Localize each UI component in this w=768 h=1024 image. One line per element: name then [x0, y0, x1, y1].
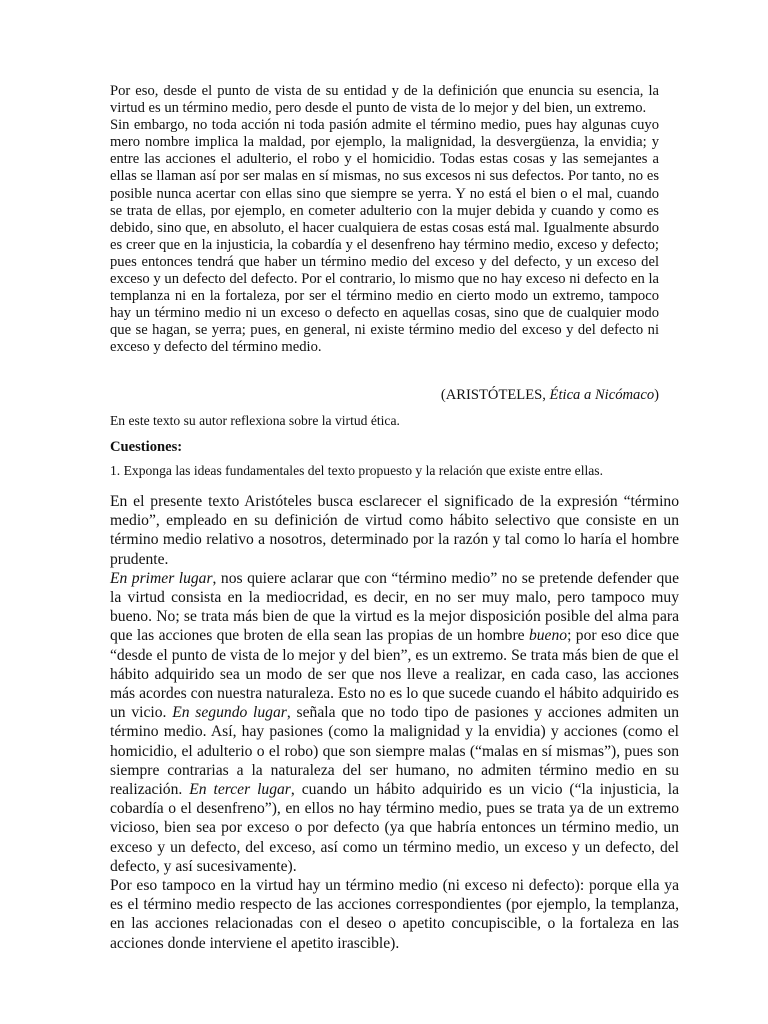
third-point-text: , cuando un hábito adquirido es un vicio (“la injusticia, la cobardía o el desenfreno”), en ellos no hay término medio, pues se trata ya de un extremo vicioso, bien sea por exceso o por defecto (ya que habría entonces un término medio, un exceso y un defecto, del exceso, así como un término medio, un exceso y un defecto, del defecto, y así sucesivamente).	[110, 781, 679, 875]
intro-line: En este texto su autor reflexiona sobre la virtud ética.	[110, 413, 400, 428]
third-point-label: En tercer lugar	[189, 781, 291, 799]
citation-author: (ARISTÓTELES,	[440, 387, 550, 403]
answer-text	[110, 492, 679, 953]
first-point-text-a: , nos quiere aclarar que con “término medio” no se pretende defender que la virtud consista en la mediocridad, es decir, en no ser muy malo, pero tampoco muy bueno. No; se trata más bien de que la virtud es la mejor disposición posible del alma para que las acciones que broten de ella sean las propias de un hombre	[110, 569, 679, 645]
answer-paragraph-1: En el presente texto Aristóteles busca esclarecer el significado de la expresión “término medio”, empleado en su definición de virtud como hábito selectivo que consiste en un término medio relativo a nosotros, determinado por la razón y tal como lo haría el hombre prudente.	[110, 493, 679, 568]
citation	[110, 387, 659, 404]
first-point-text-b: ; por eso dice que “desde el punto de vista de lo mejor y del bien”, es un extremo. Se trata más bien de que el hábito adquirido sea un modo de ser que nos lleve a realizar, en cada caso, las acciones más acordes con nuestra naturaleza. Esto no es lo que sucede cuando el hábito adquirido es un vicio.	[110, 627, 679, 722]
first-point-emphasis: bueno	[528, 627, 568, 645]
answer-paragraph-3: Por eso tampoco en la virtud hay un término medio (ni exceso ni defecto): porque ella ya es el término medio respecto de las acciones correspondientes (por ejemplo, la templanza, en las acciones relacionadas con el deseo o apetito concupiscible, o la fortaleza en las acciones donde interviene el apetito irascible).	[110, 877, 679, 952]
second-point-label: En segundo lugar	[172, 704, 287, 722]
citation-close: )	[654, 387, 659, 403]
quote-paragraph-1: Por eso, desde el punto de vista de su entidad y de la definición que enuncia su esencia, la virtud es un término medio, pero desde el punto de vista de lo mejor y del bien, un extremo.	[110, 83, 659, 117]
answer-paragraph-2	[110, 569, 679, 876]
citation-work: Ética a Nicómaco	[549, 387, 655, 403]
first-point-label: En primer lugar	[110, 569, 213, 587]
questions-heading: Cuestiones:	[110, 439, 183, 455]
quote-paragraph-2: Sin embargo, no toda acción ni toda pasión admite el término medio, pues hay algunas cuyo mero nombre implica la maldad, por ejemplo, la malignidad, la desvergüenza, la envidia; y entre las acciones el adulterio, el robo y el homicidio. Todas estas cosas y las semejantes a ellas se llaman así por ser malas en sí mismas, no sus excesos ni sus defectos. Por tanto, no es posible nunca acertar con ellas sino que siempre se yerra. Y no está el bien o el mal, cuando se trata de ellas, por ejemplo, en cometer adulterio con la mujer debida y cuando y como es debido, sino que, en absoluto, el hacer cualquiera de estas cosas está mal. Igualmente absurdo es creer que en la injusticia, la cobardía y el desenfreno hay término medio, exceso y defecto; pues entonces tendrá que haber un término medio del exceso y del defecto, y un exceso del exceso y un defecto del defecto. Por el contrario, lo mismo que no hay exceso ni defecto en la templanza ni en la fortaleza, por ser el término medio en cierto modo un extremo, tampoco hay un término medio ni un exceso o defecto en aquellas cosas, sino que de cualquier modo que se hagan, se yerra; pues, en general, ni existe término medio del exceso y del defecto ni exceso y defecto del término medio.	[110, 117, 659, 356]
quoted-text	[110, 83, 659, 357]
second-point-text: , señala que no todo tipo de pasiones y acciones admiten un término medio. Así, hay pasiones (como la malignidad y la envidia) y acciones (como el homicidio, el adulterio o el robo) que son siempre malas (“malas en sí mismas”), pues son siempre contrarias a la naturaleza del ser humano, no admiten término medio en su realización.	[110, 704, 679, 799]
question-1: 1. Exponga las ideas fundamentales del texto propuesto y la relación que existe entre ellas.	[110, 463, 603, 478]
